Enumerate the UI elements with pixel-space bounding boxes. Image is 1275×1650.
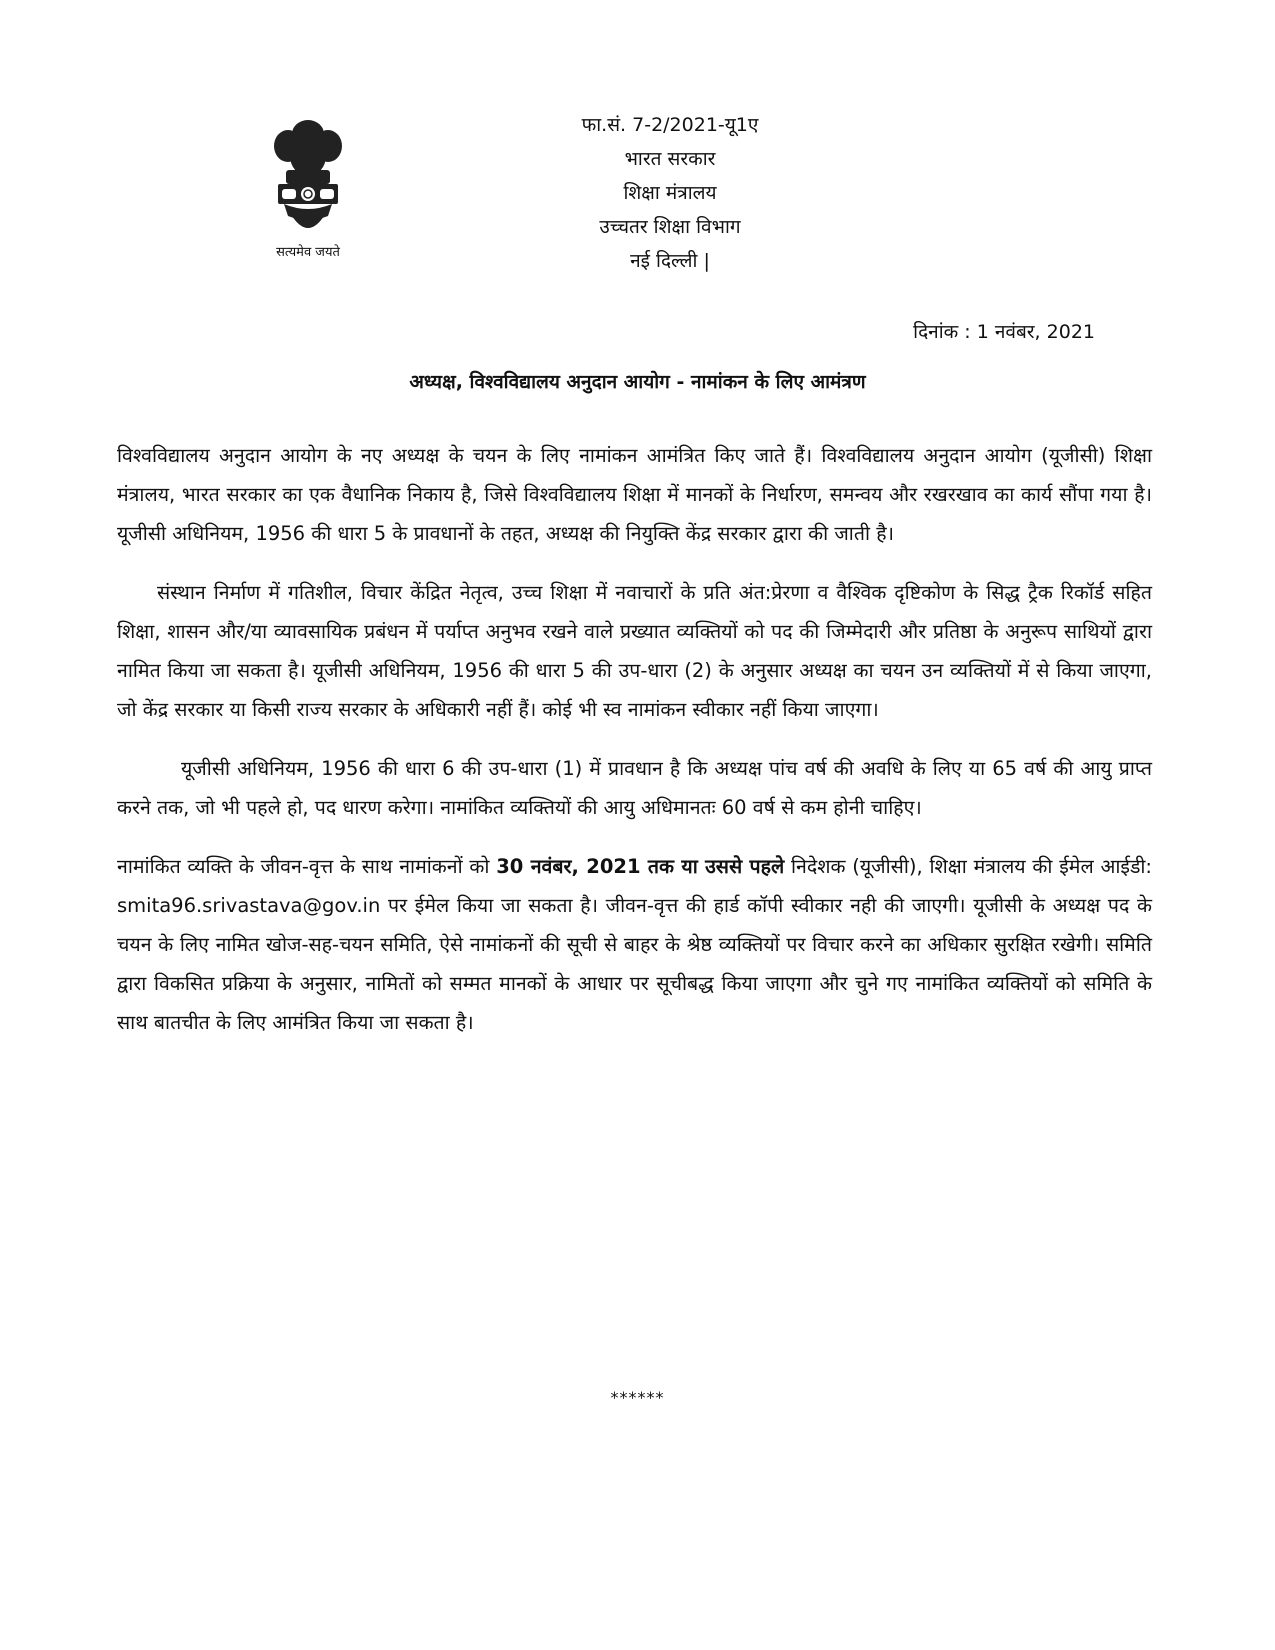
lion-capital-emblem-icon: [258, 112, 358, 240]
department-name: उच्चतर शिक्षा विभाग: [599, 216, 741, 238]
paragraph-4: [117, 847, 1152, 1042]
paragraph-3: यूजीसी अधिनियम, 1956 की धारा 6 की उप-धारा (1) में प्रावधान है कि अध्यक्ष पांच वर्ष की अवधि के लिए या 65 वर्ष की आयु प्राप्त करने तक, जो भी पहले हो, पद धारण करेगा। नामांकित व्यक्तियों की आयु अधिमानतः 60 वर्ष से कम होनी चाहिए।: [117, 757, 1152, 819]
paragraph-4-text-b: निदेशक (यूजीसी), शिक्षा मंत्रालय की ईमेल आईडी: smita96.srivastava@gov.in पर ईमेल किया जा सकता है। जीवन-वृत्त की हार्ड कॉपी स्वीकार नही की जाएगी। यूजीसी के अध्यक्ष पद के चयन के लिए नामित खोज-सह-चयन समिति, ऐसे नामांकनों की सूची से बाहर के श्रेष्ठ व्यक्तियों पर विचार करने का अधिकार सुरक्षित रखेगी। समिति द्वारा विकसित प्रक्रिया के अनुसार, नामितों को सम्मत मानकों के आधार पर सूचीबद्ध किया जाएगा और चुने गए नामांकित व्यक्तियों को समिति के साथ बातचीत के लिए आमंत्रित किया जा सकता है।: [117, 855, 1152, 1034]
end-marker: ******: [610, 1388, 665, 1407]
paragraph-1: विश्वविद्यालय अनुदान आयोग के नए अध्यक्ष के चयन के लिए नामांकन आमंत्रित किए जाते हैं। विश्वविद्यालय अनुदान आयोग (यूजीसी) शिक्षा मंत्रालय, भारत सरकार का एक वैधानिक निकाय है, जिसे विश्वविद्यालय शिक्षा में मानकों के निर्धारण, समन्वय और रखरखाव का कार्य सौंपा गया है। यूजीसी अधिनियम, 1956 की धारा 5 के प्रावधानों के तहत, अध्यक्ष की नियुक्ति केंद्र सरकार द्वारा की जाती है।: [117, 444, 1152, 545]
paragraph-2: संस्थान निर्माण में गतिशील, विचार केंद्रित नेतृत्व, उच्च शिक्षा में नवाचारों के प्रति अंत:प्रेरणा व वैश्विक दृष्टिकोण के सिद्ध ट्रैक रिकॉर्ड सहित शिक्षा, शासन और/या व्यावसायिक प्रबंधन में पर्याप्त अनुभव रखने वाले प्रख्यात व्यक्तियों को पद की जिम्मेदारी और प्रतिष्ठा के अनुरूप साथियों द्वारा नामित किया जा सकता है। यूजीसी अधिनियम, 1956 की धारा 5 की उप-धारा (2) के अनुसार अध्यक्ष का चयन उन व्यक्तियों में से किया जाएगा, जो केंद्र सरकार या किसी राज्य सरकार के अधिकारी नहीं हैं। कोई भी स्व नामांकन स्वीकार नहीं किया जाएगा।: [117, 581, 1152, 721]
letter-subject: अध्यक्ष, विश्वविद्यालय अनुदान आयोग - नामांकन के लिए आमंत्रण: [409, 371, 866, 393]
letter-date: दिनांक : 1 नवंबर, 2021: [913, 321, 1095, 343]
file-number: फा.सं. 7-2/2021-यू1ए: [581, 114, 759, 136]
deadline-text: 30 नवंबर, 2021 तक या उससे पहले: [496, 855, 785, 878]
paragraph-4-text-a: नामांकित व्यक्ति के जीवन-वृत्त के साथ नामांकनों को: [117, 855, 497, 878]
ministry-name: शिक्षा मंत्रालय: [623, 182, 717, 204]
emblem-motto: सत्यमेव जयते: [276, 245, 340, 260]
letter-header: [520, 108, 820, 278]
letter-body: [117, 436, 1152, 1062]
government-name: भारत सरकार: [624, 148, 716, 170]
national-emblem: [248, 112, 368, 272]
city-name: नई दिल्ली |: [630, 250, 710, 272]
